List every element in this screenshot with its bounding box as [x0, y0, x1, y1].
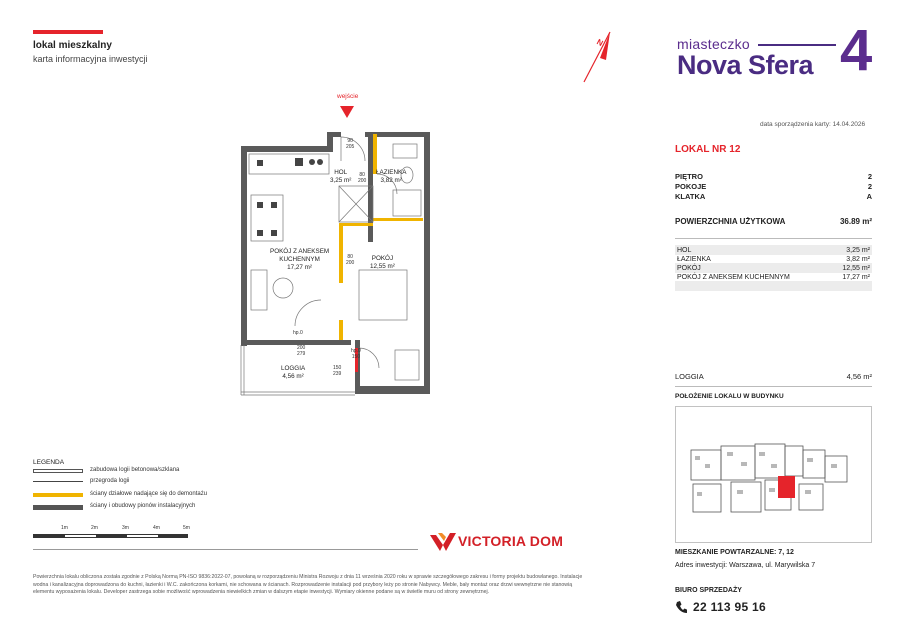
scale-tick: 3m	[122, 525, 129, 531]
scale-bar	[33, 534, 188, 538]
detail-value: A	[866, 192, 872, 201]
dim-entry-door: 90 205	[346, 138, 355, 150]
divider	[675, 386, 872, 387]
detail-floor	[675, 172, 872, 181]
legend-swatch-loggia	[33, 469, 83, 473]
building-location-map	[675, 406, 872, 543]
entrance-label: wejście	[337, 93, 359, 100]
dim-loggia-door: 200 279	[297, 345, 306, 357]
entrance-arrow-icon	[340, 106, 354, 118]
room-name: ŁAZIENKA	[677, 255, 711, 263]
room-area: 3,82 m²	[846, 255, 870, 263]
dim-window-2: hp.0 150	[351, 348, 361, 360]
legend-item: przegroda logii	[90, 478, 130, 484]
legend-title: LEGENDA	[33, 459, 65, 466]
victoria-dom-logo-icon	[430, 531, 456, 553]
repeating-units: MIESZKANIE POWTARZALNE: 7, 12	[675, 549, 794, 556]
loggia-row	[675, 372, 872, 381]
legend-item: ściany działowe nadające się do demontażu	[90, 491, 208, 497]
dim-hp: hp.0	[293, 330, 303, 336]
investment-address: Adres inwestycji: Warszawa, ul. Marywilska 7	[675, 562, 816, 569]
location-title: POŁOŻENIE LOKALU W BUDYNKU	[675, 393, 784, 400]
detail-value: 2	[867, 172, 872, 181]
detail-value: 2	[867, 182, 872, 191]
legend-item: zabudowa logii betonowa/szklana	[90, 467, 180, 473]
dim-room-door: 80 200	[346, 254, 355, 266]
unit-title: LOKAL NR 12	[675, 144, 741, 155]
bottom-rule	[33, 549, 418, 550]
room-label-loggia: LOGGIA 4,56 m²	[281, 365, 306, 380]
phone-icon	[675, 600, 687, 614]
detail-rooms	[675, 182, 872, 191]
divider	[675, 238, 872, 239]
north-arrow-icon	[576, 28, 616, 90]
detail-label: PIĘTRO	[675, 172, 703, 181]
room-label-room: POKÓJ 12,55 m²	[370, 255, 395, 270]
dim-hol-door: 80 200	[358, 172, 367, 184]
scale-tick: 2m	[91, 525, 98, 531]
creation-date: data sporządzenia karty: 14.04.2026	[760, 121, 866, 128]
room-label-bathroom: ŁAZIENKA 3,82 m²	[376, 169, 407, 184]
sales-phone[interactable]: 22 113 95 16	[693, 600, 767, 614]
compass-label: N	[595, 37, 605, 49]
room-area: 17,27 m²	[842, 273, 870, 281]
header-accent-bar	[33, 30, 103, 34]
sales-office-label: BIURO SPRZEDAŻY	[675, 587, 742, 594]
brand-name: Nova Sfera	[677, 50, 814, 80]
legend-swatch-partition	[33, 481, 83, 482]
loggia-label: LOGGIA	[675, 372, 704, 381]
scale-tick: 5m	[183, 525, 190, 531]
legal-footnote: Powierzchnia lokalu obliczona została zgodnie z Polską Normą PN-ISO 9836:2022-07, powołaną w rozporządzeniu Ministra Rozwoju z dnia 11 września 2020 roku w sprawie szczegółowego zakresu i formy projektu budowlanego. Instalacje wodna i kanalizacyjna doprowadzona do kuchni, łazienki i W.C. zakończona korkami, nie schowana w ścianach. Rozprowadzenie instalacji pod przybory leży po stronie Nabywcy. Meble, bały montaż oraz drzwi wewnętrzne nie stanowią elementu wyposażenia lokalu. Developer zastrzega sobie możliwość wprowadzenia niewielkich zmian w dalszym etapie inwestycji. Wymiary okienne podane są w świetle muru od strony zewnętrznej.	[33, 574, 583, 595]
usable-area	[675, 217, 872, 226]
brand-rule	[758, 44, 836, 46]
legend-item: ściany i obudowy pionów instalacyjnych	[90, 503, 196, 509]
detail-label: POKOJE	[675, 182, 707, 191]
usable-area-label: POWIERZCHNIA UŻYTKOWA	[675, 217, 786, 226]
developer-name: VICTORIA DOM	[458, 533, 564, 549]
room-label-hol: HOL 3,25 m²	[330, 169, 352, 184]
detail-label: KLATKA	[675, 192, 706, 201]
scale-tick: 1m	[61, 525, 68, 531]
loggia-value: 4,56 m²	[846, 372, 872, 381]
legend-swatch-walls	[33, 505, 83, 510]
legend-swatch-demountable	[33, 493, 83, 497]
room-name: POKÓJ Z ANEKSEM KUCHENNYM	[677, 273, 790, 281]
brand-mark: 4	[840, 18, 873, 83]
scale-tick: 4m	[153, 525, 160, 531]
room-name: POKÓJ	[677, 264, 701, 272]
room-label-living-kitchen: POKÓJ Z ANEKSEM KUCHENNYM 17,27 m²	[270, 248, 330, 271]
dim-window-1: 150 239	[333, 365, 342, 377]
detail-staircase	[675, 192, 872, 201]
document-subtitle: karta informacyjna inwestycji	[33, 54, 148, 64]
brand-line1: miasteczko	[677, 36, 751, 52]
room-row-empty	[675, 281, 872, 291]
room-area: 12,55 m²	[842, 264, 870, 272]
document-type: lokal mieszkalny	[33, 40, 112, 51]
room-name: HOL	[677, 246, 692, 254]
floor-plan	[235, 90, 435, 400]
highlighted-unit	[778, 476, 795, 498]
usable-area-value: 36.89 m²	[839, 217, 872, 226]
room-area: 3,25 m²	[846, 246, 870, 254]
